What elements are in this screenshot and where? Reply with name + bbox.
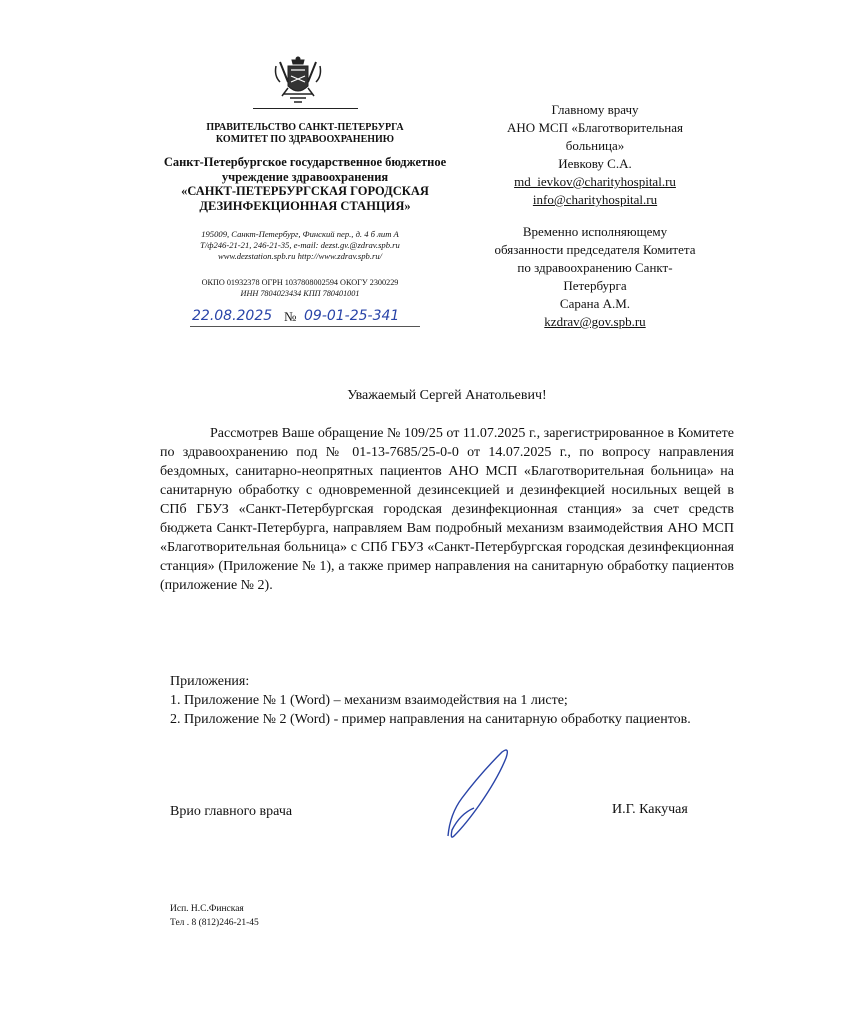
address-line-3: www.dezstation.spb.ru http://www.zdrav.spb.ru/ xyxy=(217,251,383,261)
address-line-2: Т/ф246-21-21, 246-21-35, e-mail: dezst.gv.@zdrav.spb.ru xyxy=(200,240,400,250)
organization-name xyxy=(140,155,470,213)
email-link-kzdrav[interactable]: kzdrav@gov.spb.ru xyxy=(544,314,646,329)
executor-name: Исп. Н.С.Финская xyxy=(170,904,244,914)
registration-underline xyxy=(190,326,420,327)
registration-line xyxy=(188,306,448,332)
registration-number: 09-01-25-341 xyxy=(304,308,400,324)
letterhead-rule xyxy=(253,108,358,109)
government-name: ПРАВИТЕЛЬСТВО САНКТ-ПЕТЕРБУРГА xyxy=(206,122,404,133)
org-line-1: Санкт-Петербургское государственное бюджетное xyxy=(163,155,447,169)
addressee-line-8: Петербурга xyxy=(563,278,627,293)
address-line-1: 195009, Санкт-Петербург, Финский пер., д. 4 б лит А xyxy=(201,229,399,239)
addressee-line-9: Сарана А.М. xyxy=(559,296,631,311)
committee-name: КОМИТЕТ ПО ЗДРАВООХРАНЕНИЮ xyxy=(215,134,395,145)
org-address xyxy=(150,229,450,262)
salutation: Уважаемый Сергей Анатольевич! xyxy=(347,388,547,403)
letter-body xyxy=(160,424,734,595)
signer-name: И.Г. Какучая xyxy=(612,802,688,817)
addressee-line-3: больница» xyxy=(565,138,625,153)
addressee-line-1: Главному врачу xyxy=(551,102,639,117)
body-text: Рассмотрев Ваше обращение № 109/25 от 11.07.2025 г., зарегистрированное в Комитете по здравоохранению под № 01-13-7685/25-0-0 от 14.07.2025 г., по вопросу направления бездомных, санитарно-неопрятных пациентов АНО МСП «Благотворительная больница» на санитарную обработку с одновременной дезинсекцией и дезинфекцией носильных вещей в СПб ГБУЗ «Санкт-Петербургская городская дезинфекционная станция» за счет средств бюджета Санкт-Петербурга, направляем Вам подробный механизм взаимодействия АНО МСП «Благотворительная больница» с СПб ГБУЗ «Санкт-Петербургская городская дезинфекционная станция» (Приложение № 1), а также пример направления на санитарную обработку пациентов (приложение № 2). xyxy=(160,426,734,593)
email-link-ievkov[interactable]: md_ievkov@charityhospital.ru xyxy=(514,174,676,189)
codes-line-1: ОКПО 01932378 ОГРН 1037808002594 ОКОГУ 2300229 xyxy=(201,278,399,287)
addressee-gap xyxy=(470,209,720,223)
addressee-block xyxy=(470,101,720,331)
executor-phone: Тел . 8 (812)246-21-45 xyxy=(170,918,259,928)
handwritten-signature-icon xyxy=(440,744,530,844)
attachment-item-1: 1. Приложение № 1 (Word) – механизм взаимодействия на 1 листе; xyxy=(170,693,568,708)
government-header xyxy=(170,122,440,146)
addressee-line-5: Временно исполняющему xyxy=(522,224,668,239)
addressee-line-4: Иевкову С.А. xyxy=(558,156,632,171)
org-codes xyxy=(150,277,450,299)
codes-line-2: ИНН 7804023434 КПП 780401001 xyxy=(240,289,360,298)
addressee-line-6: обязанности председателя Комитета xyxy=(494,242,696,257)
executor-info xyxy=(170,902,259,930)
addressee-line-2: АНО МСП «Благотворительная xyxy=(507,120,683,135)
attachments-block xyxy=(170,672,750,729)
org-line-3: «САНКТ-ПЕТЕРБУРГСКАЯ ГОРОДСКАЯ xyxy=(181,184,429,198)
attachment-item-2: 2. Приложение № 2 (Word) - пример направления на санитарную обработку пациентов. xyxy=(170,712,691,727)
org-line-2: учреждение здравоохранения xyxy=(221,169,389,184)
registration-number-label: № xyxy=(284,309,297,324)
addressee-line-7: по здравоохранению Санкт- xyxy=(517,260,673,275)
org-line-4: ДЕЗИНФЕКЦИОННАЯ СТАНЦИЯ» xyxy=(199,198,411,213)
coat-of-arms-icon xyxy=(270,56,326,108)
email-link-info[interactable]: info@charityhospital.ru xyxy=(532,192,658,207)
registration-date: 22.08.2025 xyxy=(192,308,273,324)
attachments-heading: Приложения: xyxy=(170,674,250,689)
signer-position: Врио главного врача xyxy=(170,804,293,819)
